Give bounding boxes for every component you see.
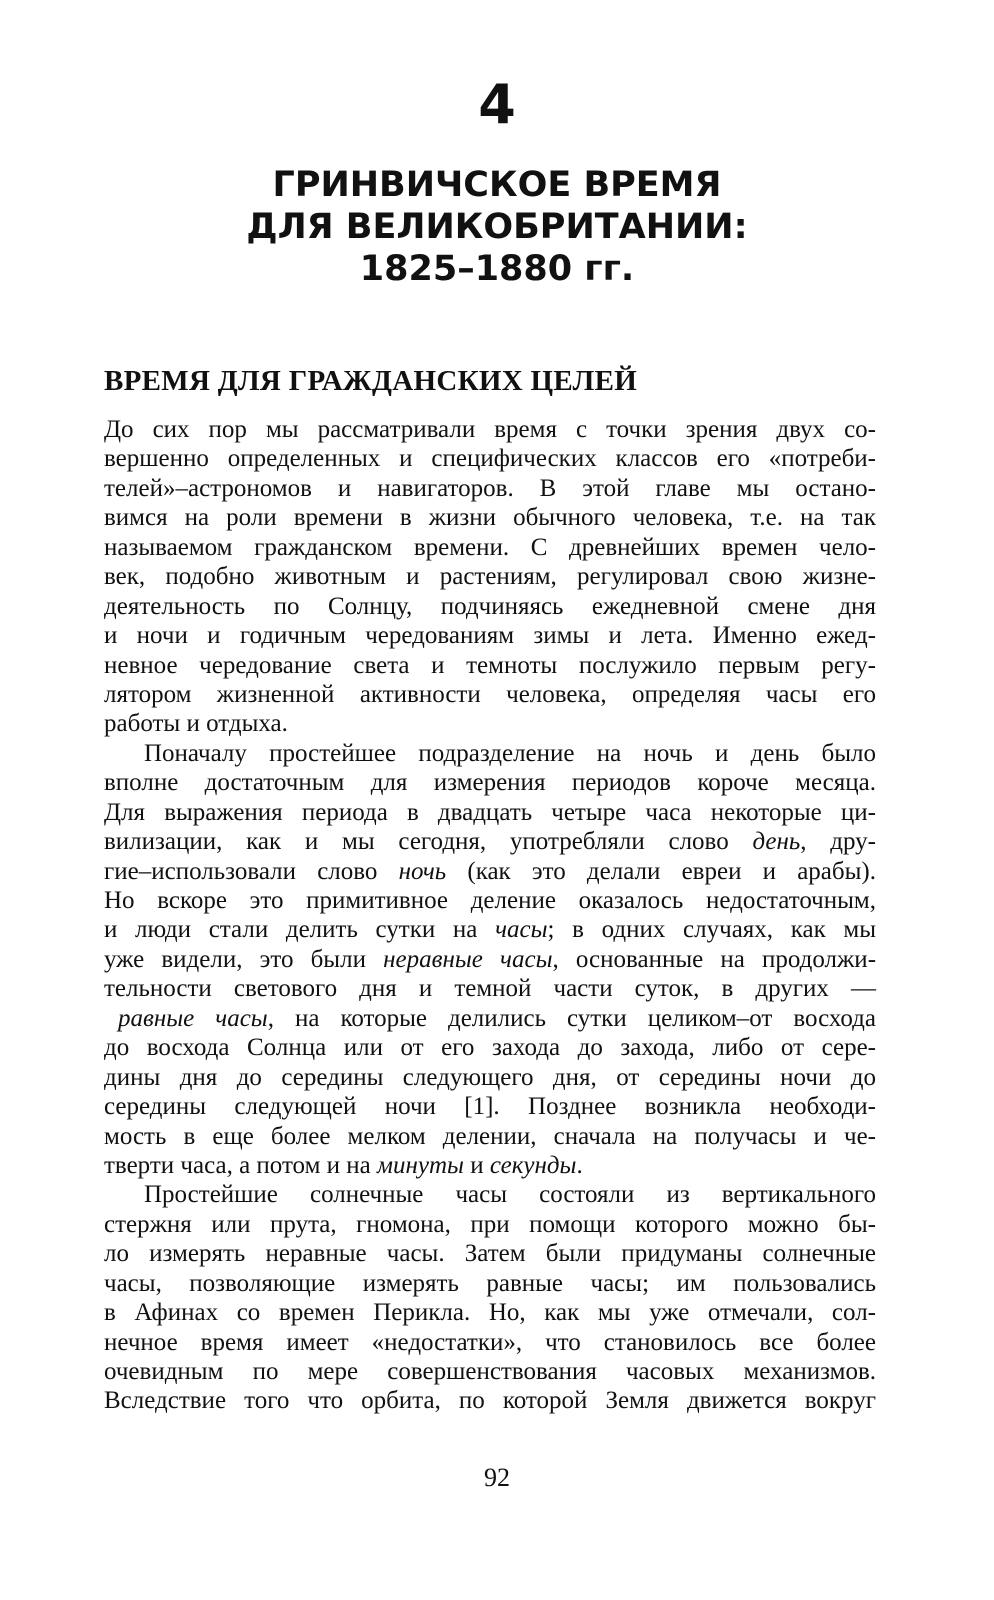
text-line (104, 1328, 876, 1357)
text-segment: Вследствие того что орбита, по которой Земля движется вокруг (104, 1387, 876, 1415)
text-line (104, 886, 876, 915)
text-line (104, 562, 876, 591)
text-line (104, 709, 876, 738)
italic-term: ночь (398, 857, 447, 885)
text-line (104, 533, 876, 562)
text-segment: ; в одних случаях, как мы (547, 916, 877, 944)
text-line (104, 1357, 876, 1386)
text-segment: вполне достаточным для измерения периодов короче месяца. (104, 769, 876, 797)
text-line (104, 651, 876, 680)
text-line (104, 857, 876, 886)
text-segment: нечное время имеет «недостатки», что становилось все более (104, 1328, 876, 1356)
text-segment: деятельность по Солнцу, подчиняясь ежедневной смене дня (104, 592, 876, 620)
chapter-title-line: ГРИНВИЧСКОЕ ВРЕМЯ (272, 165, 722, 205)
chapter-title (0, 164, 994, 290)
text-segment: называемом гражданском времени. С древнейших времен чело- (104, 533, 876, 561)
italic-term: неравные часы (383, 945, 553, 973)
chapter-title-line: ДЛЯ ВЕЛИКОБРИТАНИИ: (246, 207, 748, 247)
paragraph (104, 1180, 876, 1416)
text-segment: телей»–астрономов и навигаторов. В этой главе мы остано- (104, 474, 876, 502)
paragraph (104, 739, 876, 1181)
text-line (104, 1210, 876, 1239)
text-line (104, 1269, 876, 1298)
page-number: 92 (484, 1463, 510, 1492)
chapter-number: 4 (478, 73, 516, 136)
text-segment: До сих пор мы рассматривали время с точки зрения двух со- (104, 416, 876, 443)
text-line (104, 1239, 876, 1268)
text-segment: , дру- (800, 828, 877, 856)
text-segment: ло измерять неравные часы. Затем были придуманы солнечные (104, 1240, 876, 1268)
text-line (104, 945, 876, 974)
text-segment: Но вскоре это примитивное деление оказалось недостаточным, (104, 887, 876, 914)
text-segment: тельности светового дня и темной части суток, в других — (104, 975, 876, 1003)
text-line (104, 503, 876, 532)
text-segment: в Афинах со времен Перикла. Но, как мы уже отмечали, сол- (104, 1299, 876, 1327)
text-segment: невное чередование света и темноты послужило первым регу- (104, 651, 876, 679)
text-line (104, 739, 876, 768)
text-segment: гие–использовали слово (104, 857, 399, 885)
text-line (104, 1122, 876, 1151)
text-segment: Простейшие солнечные часы состояли из вертикального (144, 1181, 876, 1209)
text-segment: Для выражения периода в двадцать четыре часа некоторые ци- (104, 798, 876, 826)
text-line (104, 1386, 876, 1415)
text-segment: дины дня до середины следующего дня, от середины ночи до (104, 1063, 876, 1091)
text-segment: работы и отдыха. (104, 710, 288, 738)
text-line (104, 1063, 876, 1092)
text-segment: и люди стали делить сутки на (104, 916, 496, 944)
text-line (104, 827, 876, 856)
text-segment: лятором жизненной активности человека, определяя часы его (104, 680, 876, 708)
text-segment: Поначалу простейшее подразделение на ночь и день было (144, 739, 876, 767)
text-line (104, 444, 876, 473)
chapter-title-line: 1825–1880 гг. (359, 249, 635, 289)
text-segment: очевидным по мере совершенствования часовых механизмов. (104, 1358, 876, 1385)
text-segment: вимся на роли времени в жизни обычного человека, т.е. на так (104, 504, 876, 532)
text-segment: до восхода Солнца или от его захода до захода, либо от сере- (104, 1034, 876, 1062)
text-line (104, 798, 876, 827)
text-segment: , на которые делились сутки целиком–от восхода (267, 1004, 876, 1032)
text-line (104, 415, 876, 444)
text-segment: вершенно определенных и специфических классов его «потреби- (104, 445, 876, 473)
italic-term: день (752, 828, 801, 856)
text-segment: часы, позволяющие измерять равные часы; им пользовались (104, 1269, 876, 1297)
text-segment: уже видели, это были (104, 945, 384, 973)
text-segment: вилизации, как и мы сегодня, употребляли слово (104, 828, 753, 856)
text-line (104, 1151, 876, 1180)
italic-term: равные часы (118, 1004, 268, 1032)
text-line (104, 621, 876, 650)
text-segment: мость в еще более мелком делении, сначала на получасы и че- (104, 1122, 876, 1150)
text-line (104, 1180, 876, 1209)
text-segment: и (463, 1151, 490, 1179)
text-line (104, 974, 876, 1003)
text-segment: (как это делали евреи и арабы). (446, 857, 876, 885)
paragraph (104, 415, 876, 739)
text-segment: стержня или прута, гномона, при помощи которого можно бы- (104, 1210, 876, 1238)
text-line (104, 1004, 876, 1033)
text-line (104, 1033, 876, 1062)
section-heading: ВРЕМЯ ДЛЯ ГРАЖДАНСКИХ ЦЕЛЕЙ (104, 365, 638, 397)
text-segment: и ночи и годичным чередованиям зимы и лета. Именно ежед- (104, 622, 876, 650)
text-line (104, 915, 876, 944)
text-segment: тверти часа, а потом и на (104, 1151, 378, 1179)
body-text (104, 415, 876, 1416)
text-line (104, 474, 876, 503)
text-line (104, 1092, 876, 1121)
text-segment: середины следующей ночи [1]. Позднее возникла необходи- (104, 1093, 876, 1121)
italic-term: секунды (489, 1151, 577, 1179)
text-line (104, 680, 876, 709)
italic-term: минуты (377, 1151, 464, 1179)
text-segment: век, подобно животным и растениям, регулировал свою жизне- (104, 563, 876, 591)
text-line (104, 768, 876, 797)
text-segment: , основанные на продолжи- (552, 945, 877, 973)
text-line (104, 1298, 876, 1327)
text-segment: . (576, 1151, 583, 1179)
text-line (104, 592, 876, 621)
italic-term: часы (495, 916, 548, 944)
